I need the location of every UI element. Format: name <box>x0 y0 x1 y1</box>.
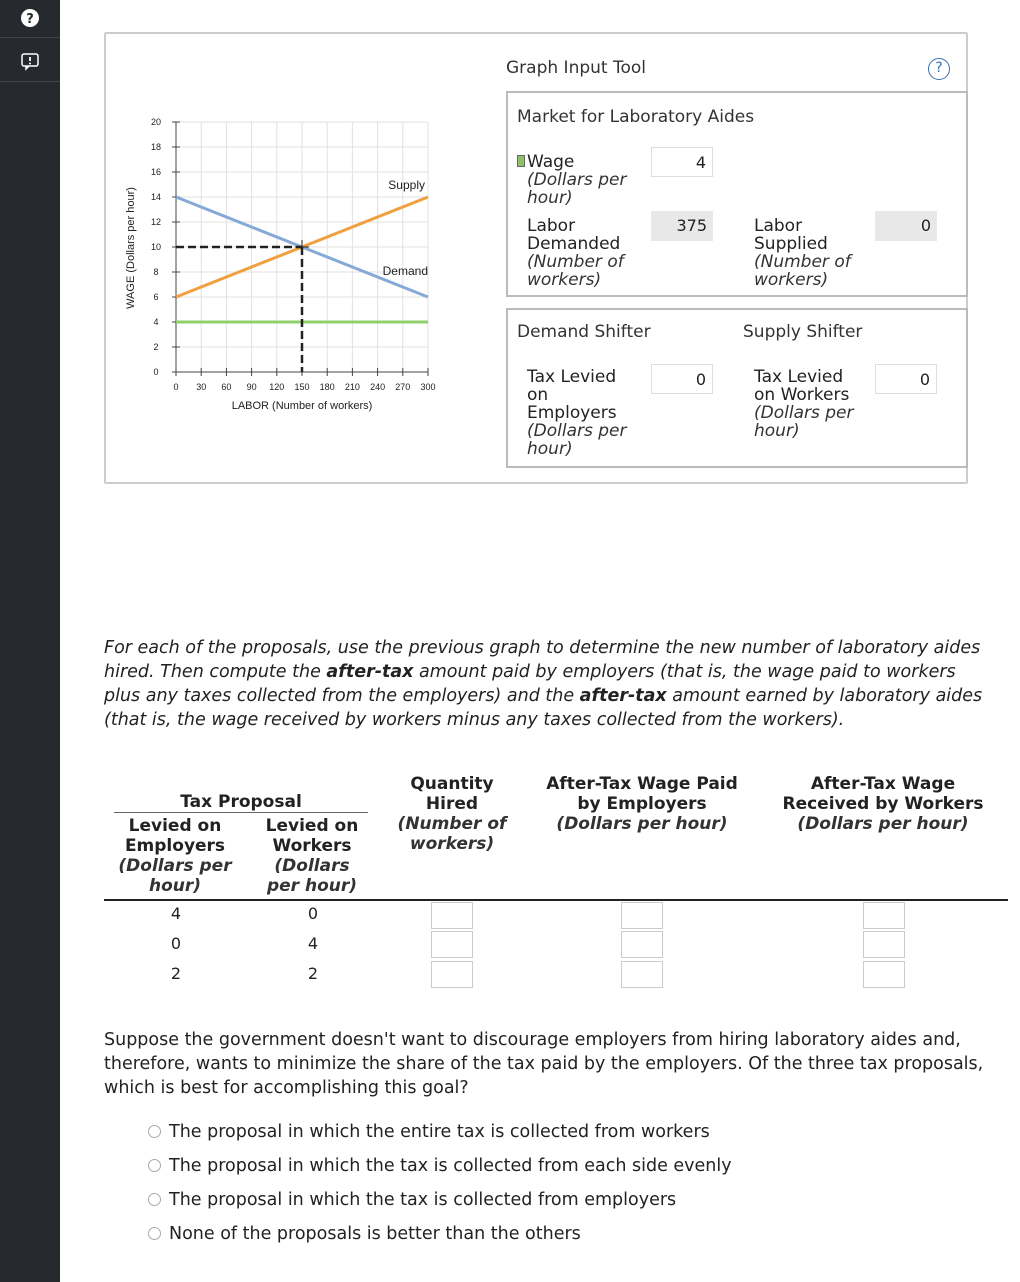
x-tick-label: 60 <box>221 382 232 392</box>
x-tick-label: 90 <box>246 382 257 392</box>
market-graph[interactable] <box>106 34 506 434</box>
market-title: Market for Laboratory Aides <box>517 107 755 127</box>
row-workers-tax: 0 <box>307 904 319 923</box>
labor-demanded-label: Labor Demanded (Number of workers) <box>527 216 624 290</box>
sidebar <box>0 0 60 1282</box>
quantity-hired-input[interactable] <box>431 902 473 929</box>
col-employers-wage-header: After-Tax Wage Paid by Employers (Dollars per hour) <box>546 774 738 834</box>
y-tick-label: 0 <box>153 367 159 377</box>
x-tick-label: 0 <box>173 382 179 392</box>
y-tick-label: 12 <box>150 217 162 227</box>
worker-wage-input[interactable] <box>863 961 905 988</box>
col-workers-wage-header: After-Tax Wage Received by Workers (Dollars per hour) <box>782 774 984 834</box>
graph-tool-panel <box>104 32 968 484</box>
question-circle-icon <box>20 8 40 28</box>
y-tick-label: 18 <box>150 142 162 152</box>
radio-button[interactable] <box>148 1193 161 1206</box>
x-tick-label: 240 <box>370 382 386 392</box>
group-header-rule <box>114 812 368 813</box>
instructions: For each of the proposals, use the previous graph to determine the new number of laboratory aides hired. Then compute the after-tax amount paid by employers (that is, the wage paid to workers plus any taxes collected from the employers) and the after-tax amount earned by laboratory aides (that is, the wage received by workers minus any taxes collected from the workers). <box>104 638 983 730</box>
tax-workers-label: Tax Levied on Workers (Dollars per hour) <box>754 367 854 441</box>
radio-button[interactable] <box>148 1227 161 1240</box>
quantity-hired-input[interactable] <box>431 931 473 958</box>
radio-button[interactable] <box>148 1125 161 1138</box>
supply-shifter-title: Supply Shifter <box>743 322 863 342</box>
y-tick-label: 4 <box>153 317 159 327</box>
x-tick-label: 180 <box>319 382 335 392</box>
market-box <box>506 91 968 297</box>
employer-wage-input[interactable] <box>621 931 663 958</box>
row-workers-tax: 4 <box>307 934 319 953</box>
col-employers-header: Levied on Employers (Dollars per hour) <box>118 816 232 896</box>
shifter-box <box>506 308 968 468</box>
employer-wage-input[interactable] <box>621 902 663 929</box>
row-employers-tax: 0 <box>170 934 182 953</box>
demand-curve-label: Demand <box>382 264 428 278</box>
help-icon[interactable]: ? <box>928 58 950 80</box>
wage-input[interactable]: 4 <box>651 147 713 177</box>
feedback-bubble-icon <box>20 51 40 71</box>
worker-wage-input[interactable] <box>863 902 905 929</box>
x-tick-label: 30 <box>196 382 207 392</box>
help-button[interactable] <box>0 0 60 38</box>
employer-wage-input[interactable] <box>621 961 663 988</box>
x-tick-label: 150 <box>294 382 310 392</box>
tax-employers-input[interactable]: 0 <box>651 364 713 394</box>
col-workers-header: Levied on Workers (Dollars per hour) <box>265 816 359 896</box>
worker-wage-input[interactable] <box>863 931 905 958</box>
x-tick-label: 270 <box>395 382 411 392</box>
row-workers-tax: 2 <box>307 964 319 983</box>
labor-supplied-value: 0 <box>875 211 937 241</box>
header-rule <box>104 899 1008 901</box>
y-tick-label: 14 <box>150 192 162 202</box>
y-axis-label: WAGE (Dollars per hour) <box>125 187 137 309</box>
col-quantity-header: Quantity Hired (Number of workers) <box>397 774 507 854</box>
tax-employers-label: Tax Levied on Employers (Dollars per hour) <box>527 367 627 459</box>
row-employers-tax: 2 <box>170 964 182 983</box>
option-employers[interactable]: The proposal in which the tax is collected from employers <box>148 1190 676 1214</box>
quantity-hired-input[interactable] <box>431 961 473 988</box>
labor-demanded-value: 375 <box>651 211 713 241</box>
x-tick-label: 210 <box>344 382 360 392</box>
tax-workers-input[interactable]: 0 <box>875 364 937 394</box>
radio-button[interactable] <box>148 1159 161 1172</box>
option-none[interactable]: None of the proposals is better than the others <box>148 1224 581 1248</box>
x-tick-label: 300 <box>420 382 436 392</box>
wage-line-swatch <box>517 155 525 167</box>
wage-label: Wage (Dollars per hour) <box>517 153 626 207</box>
x-tick-label: 120 <box>269 382 285 392</box>
y-tick-label: 16 <box>150 167 162 177</box>
row-employers-tax: 4 <box>170 904 182 923</box>
y-tick-label: 2 <box>153 342 159 352</box>
x-axis-label: LABOR (Number of workers) <box>231 400 373 412</box>
labor-supplied-label: Labor Supplied (Number of workers) <box>754 216 851 290</box>
y-tick-label: 20 <box>150 117 162 127</box>
graph-input-tool-title: Graph Input Tool <box>506 58 646 78</box>
option-workers[interactable]: The proposal in which the entire tax is collected from workers <box>148 1122 710 1146</box>
question-text: Suppose the government doesn't want to discourage employers from hiring laboratory aides and, therefore, wants to minimize the share of the tax paid by the employers. Of the three tax proposals, which is best for accomplishing this goal? <box>104 1030 984 1098</box>
svg-text:?: ? <box>26 12 34 27</box>
demand-shifter-title: Demand Shifter <box>517 322 651 342</box>
tax-proposal-header: Tax Proposal <box>180 792 302 812</box>
y-tick-label: 10 <box>150 242 162 252</box>
feedback-button[interactable] <box>0 40 60 82</box>
y-tick-label: 6 <box>153 292 159 302</box>
option-evenly[interactable]: The proposal in which the tax is collected from each side evenly <box>148 1156 732 1180</box>
supply-curve-label: Supply <box>388 178 425 192</box>
y-tick-label: 8 <box>153 267 159 277</box>
